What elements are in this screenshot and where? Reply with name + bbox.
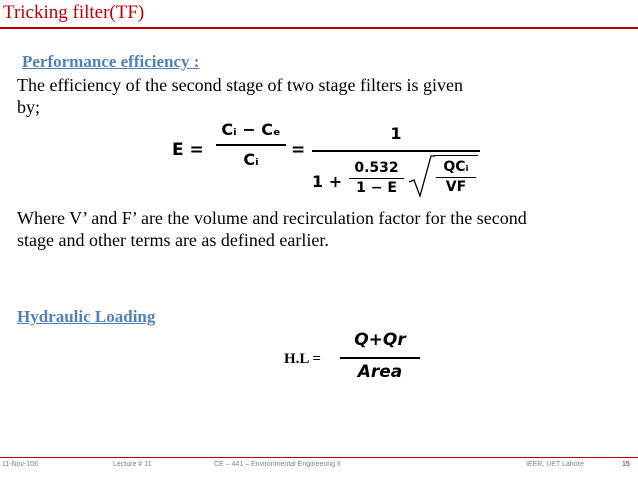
formula-denominator-1: Cᵢ — [243, 150, 259, 169]
performance-efficiency-heading: Performance efficiency : — [22, 52, 200, 71]
square-root-overbar — [434, 155, 478, 156]
formula-equals-2: = — [291, 140, 306, 160]
footer-course: CE – 441 – Environmental Engineering II — [214, 461, 341, 468]
sqrt-fraction-bar — [436, 177, 476, 178]
intro-line-2: by; — [17, 97, 41, 117]
formula-numerator-1: Cᵢ − Cₑ — [221, 120, 281, 139]
fraction-bar-1 — [216, 144, 286, 146]
hl-label: H.L = — [284, 351, 321, 367]
inner-fraction-bar — [349, 178, 404, 179]
fraction-bar-2 — [312, 150, 480, 152]
sqrt-fraction-numerator: QCᵢ — [443, 159, 469, 175]
intro-line-1: The efficiency of the second stage of two stage filters is given — [17, 75, 464, 95]
formula-lhs: E = — [172, 140, 204, 160]
sqrt-fraction-denominator: VF — [445, 179, 467, 195]
formula-numerator-2: 1 — [390, 124, 402, 143]
slide-title: Tricking filter(TF) — [3, 2, 145, 23]
hl-denominator: Area — [357, 362, 403, 382]
footer-date: 11-Nov-106 — [2, 461, 39, 468]
footer-institute: IEER, UET Lahore — [526, 461, 584, 468]
hl-fraction-bar — [340, 357, 420, 359]
inner-fraction-denominator: 1 − E — [356, 180, 397, 196]
inner-fraction-numerator: 0.532 — [354, 160, 399, 176]
title-bar — [0, 0, 638, 29]
footer-lecture: Lecture # 11 — [113, 461, 152, 468]
hl-numerator: Q+Qr — [354, 330, 406, 350]
where-line-2: stage and other terms are as defined earlier. — [17, 230, 329, 250]
square-root-sign — [407, 154, 435, 198]
formula-denominator-prefix: 1 + — [312, 172, 343, 191]
footer-divider — [0, 457, 638, 458]
hydraulic-loading-heading: Hydraulic Loading — [17, 307, 156, 326]
where-line-1: Where V’ and F’ are the volume and recirculation factor for the second — [17, 208, 527, 228]
footer-page-number: 15 — [622, 461, 630, 468]
